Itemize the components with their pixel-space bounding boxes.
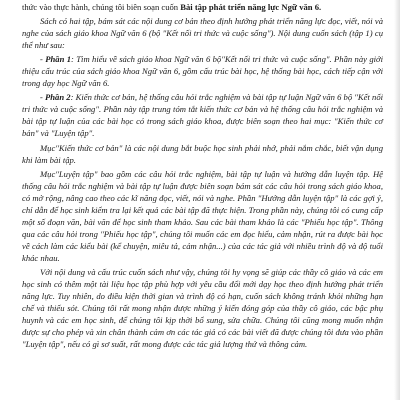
paragraph-luyen-tap: Mục"Luyện tập" bao gồm các câu hỏi trắc nghiệm, bài tập tự luận và hướng dẫn luyện tập. Hệ thống câu hỏi trắc nghiệm và bài tập tự luận được biên soạn bám sát các câu hỏi trong sách giáo khoa, có mở rộng, nâng cao theo các kĩ năng đọc, viết, nói và nghe. Phần "Hướng dẫn luyện tập" là các gợi ý, chỉ dẫn để học sinh kiểm tra lại kết quả các bài tập đã thực hiện. Trong phần này, chúng tôi có cung cấp một số đoạn văn, bài văn để học sinh tham khảo. Sau các bài tham khảo là các "Phiếu học tập". Thông qua các câu hỏi trong "Phiếu học tập", chúng tôi muốn các em đọc hiểu, cảm nhận, rút ra được bài học về cách làm các kiểu bài (kể chuyện, miêu tả, cảm nhận...) của các tác giả với nhiều trình độ và độ tuổi khác nhau. <box>22 168 383 263</box>
paragraph-kien-thuc-co-ban: Mục"Kiến thức cơ bản" là các nội dung bắt buộc học sinh phải nhớ, phải nắm chắc, biết vận dụng khi làm bài tập. <box>22 142 383 165</box>
paragraph-part-2 <box>22 91 383 139</box>
part-2-text: : Kiến thức cơ bản, hệ thống câu hỏi trắc nghiệm và bài tập tự luận Ngữ văn 6 bộ "Kết nối tri thức và cuộc sống". Phần này tập trung tóm tắt kiến thức cơ bản và hệ thống câu hỏi trắc nghiệm và bài tập tự luận của các bài học có trong sách giáo khoa, được biên soạn theo hai mục: "Kiến thức cơ bản" và "Luyện tập". <box>22 92 383 139</box>
paragraph-overview: Sách có hai tập, bám sát các nội dung cơ bản theo định hướng phát triển năng lực đọc, viết, nói và nghe của sách giáo khoa Ngữ văn 6 (bộ "Kết nối tri thức và cuộc sống"). Nội dung cuốn sách (tập 1) cụ thể như sau: <box>22 16 383 51</box>
part-1-text: : Tìm hiểu về sách giáo khoa Ngữ văn 6 bộ"Kết nối tri thức và cuộc sống". Phần này giới thiệu cấu trúc của sách giáo khoa Ngữ văn 6, gồm cấu trúc bài học, hệ thống bài học, cách tiếp cận với trong dạy học Ngữ văn 6. <box>22 54 384 89</box>
paragraph-part-1 <box>22 53 383 89</box>
part-2-label: - Phần 2 <box>40 92 71 103</box>
intro-plain-text: thức vào thực hành, chúng tôi biên soạn cuốn <box>22 2 181 12</box>
book-title: Bài tập phát triển năng lực Ngữ văn 6. <box>180 2 322 12</box>
page-fold-shadow <box>394 0 400 400</box>
paragraph-closing: Với nội dung và cấu trúc cuốn sách như vậy, chúng tôi hy vọng sẽ giúp các thầy cô giáo và các em học sinh có thêm một tài liệu học tập phù hợp với yêu cầu đổi mới dạy học theo định hướng phát triển năng lực. Tuy nhiên, do điều kiện thời gian và trình độ có hạn, cuốn sách không tránh khỏi những hạn chế và thiếu sót. Chúng tôi rất mong nhận được những ý kiến đóng góp của thầy cô giáo, các bậc phụ huynh và các em học sinh, để chúng tôi kịp thời bổ sung, sửa chữa. Chúng tôi cũng mong muốn nhận được sự cho phép và xin chân thành cảm ơn các tác giả có các bài viết đã được chúng tôi đưa vào phần "Luyện tập", nếu có gì sơ suất, rất mong được các tác giả lượng thứ và thông cảm. <box>22 266 383 350</box>
intro-line <box>22 1 383 13</box>
part-1-label: - Phần 1 <box>40 54 72 65</box>
